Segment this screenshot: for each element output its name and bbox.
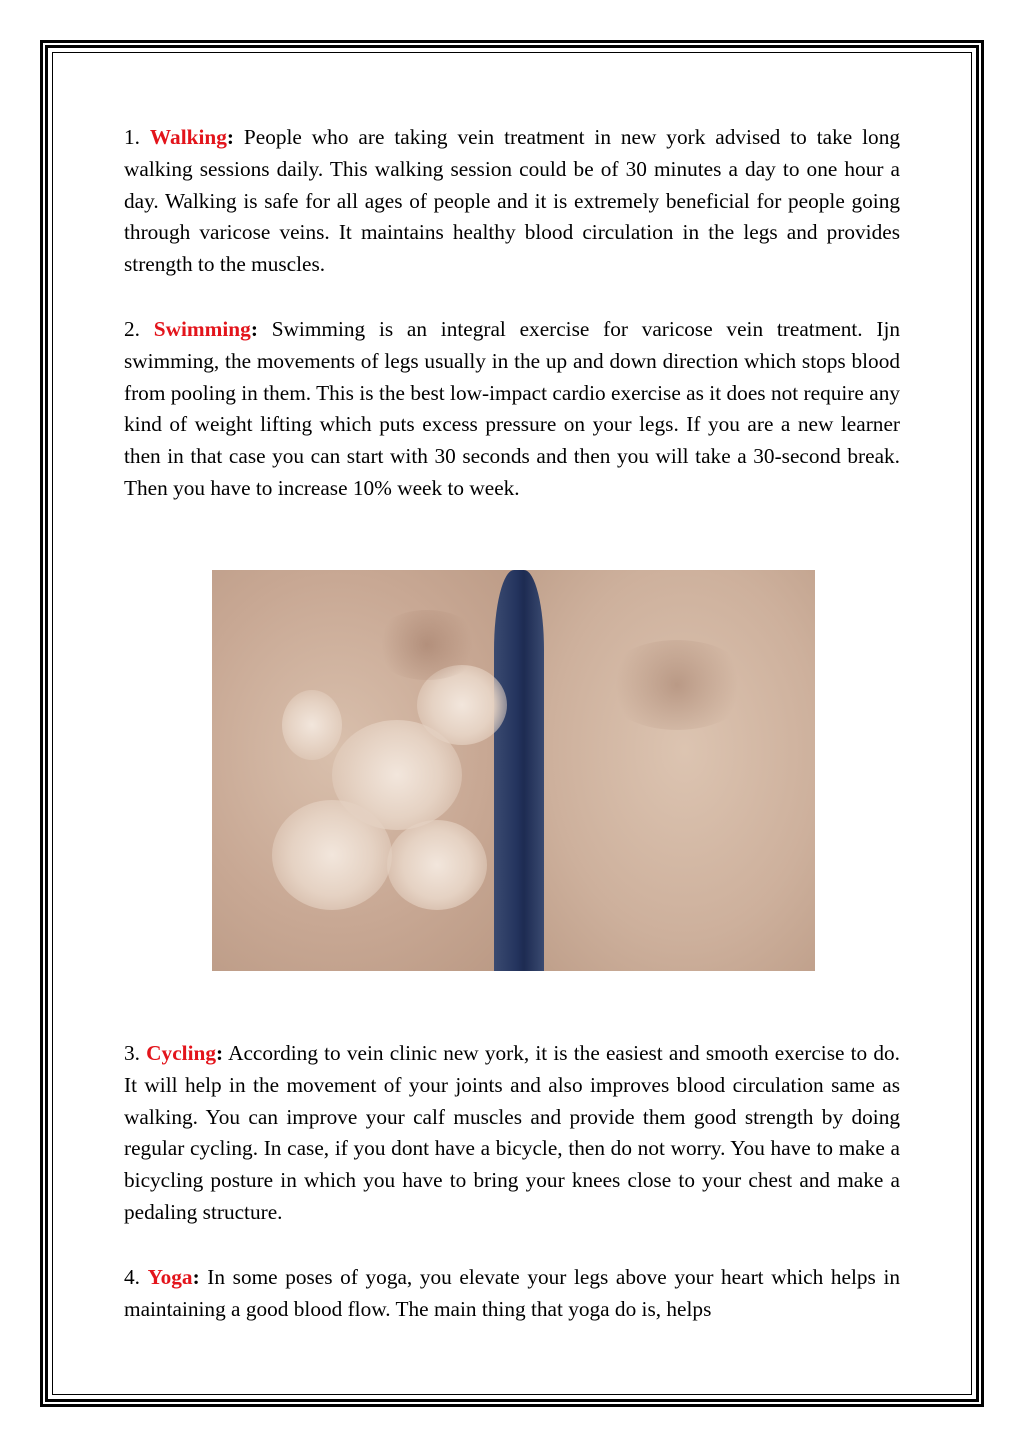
keyword-colon: :: [215, 1041, 224, 1065]
section-keyword-cycling: Cycling: [146, 1041, 216, 1065]
section-number: 1.: [124, 125, 140, 149]
paragraph-swimming: [124, 314, 900, 505]
section-keyword-swimming: Swimming: [153, 317, 251, 341]
keyword-colon: :: [192, 1265, 200, 1289]
section-text: In some poses of yoga, you elevate your legs above your heart which helps in maintaining a good blood flow. The main thing that yoga do is, helps: [124, 1265, 901, 1321]
section-number: 4.: [124, 1265, 140, 1289]
section-text: According to vein clinic new york, it is the easiest and smooth exercise to do. It will help in the movement of your joints and also improves blood circulation same as walking. You can improve your calf muscles and provide them good strength by doing regular cycling. In case, if you dont have a bicycle, then do not worry. You have to make a bicycling posture in which you have to bring your knees close to your chest and make a pedaling structure.: [124, 1041, 900, 1224]
paragraph-walking: [124, 122, 900, 281]
keyword-colon: :: [250, 317, 258, 341]
section-number: 2.: [124, 317, 140, 341]
paragraph-cycling: [124, 1038, 900, 1229]
right-leg: [525, 570, 815, 971]
section-keyword-yoga: Yoga: [147, 1265, 193, 1289]
varicose-veins-legs-photo: [212, 570, 815, 971]
leg-gap-shadow: [494, 570, 544, 971]
section-number: 3.: [124, 1041, 140, 1065]
knee-crease: [602, 640, 752, 730]
paragraph-yoga: [124, 1262, 900, 1326]
section-keyword-walking: Walking: [149, 125, 227, 149]
keyword-colon: :: [226, 125, 234, 149]
knee-crease: [372, 610, 482, 680]
varicose-vein-bulge: [282, 690, 342, 760]
varicose-vein-bulge: [272, 800, 392, 910]
section-text: People who are taking vein treatment in new york advised to take long walking sessions daily. This walking session could be of 30 minutes a day to one hour a day. Walking is safe for all ages of people and it is extremely beneficial for people going through varicose veins. It maintains healthy blood circulation in the legs and provides strength to the muscles.: [124, 125, 901, 277]
section-text: Swimming is an integral exercise for varicose vein treatment. Ijn swimming, the movements of legs usually in the up and down direction which stops blood from pooling in them. This is the best low-impact cardio exercise as it does not require any kind of weight lifting which puts excess pressure on your legs. If you are a new learner then in that case you can start with 30 seconds and then you will take a 30-second break. Then you have to increase 10% week to week.: [124, 317, 901, 500]
varicose-vein-bulge: [387, 820, 487, 910]
